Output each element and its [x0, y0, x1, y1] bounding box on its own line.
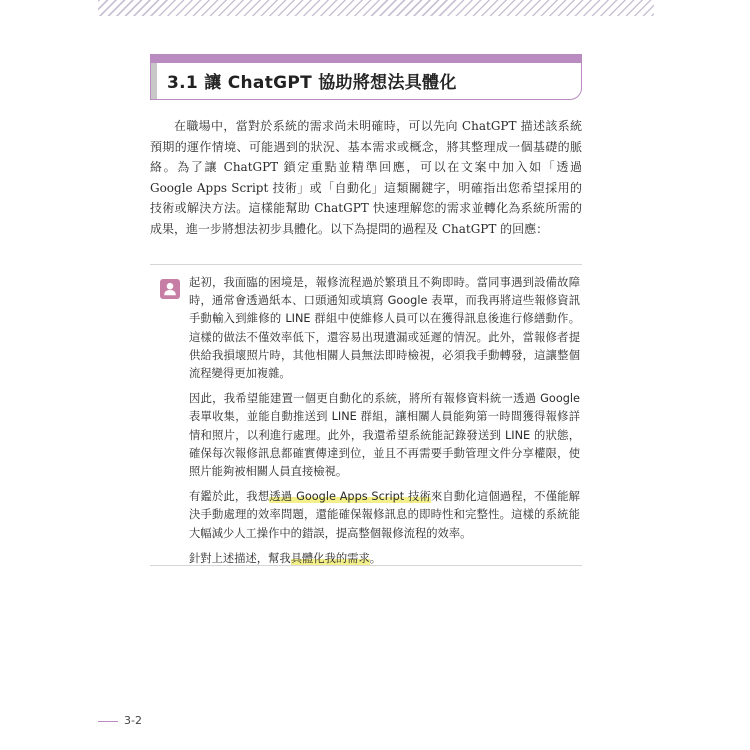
footer-line [98, 721, 118, 722]
prompt-bottom-rule [150, 565, 582, 566]
page-number: 3-2 [124, 714, 142, 727]
user-icon [160, 279, 180, 299]
prompt-top-rule [150, 264, 582, 265]
header-hatch-band [98, 0, 654, 16]
prompt-paragraph-3 [189, 488, 580, 543]
prompt-p3-highlight: 透過 Google Apps Script 技術 [269, 490, 431, 504]
prompt-p3-before: 有鑑於此，我想 [189, 490, 270, 504]
prompt-paragraph-2: 因此，我希望能建置一個更自動化的系統，將所有報修資料統一透過 Google 表單收集，並能自動推送到 LINE 群組，讓相關人員能夠第一時間獲得報修詳情和照片，以利進行處理。此外，我還希望系統能記錄發送到 LINE 的狀態，確保每次報修訊息都確實傳達到位，並且不再需要手動管理文件分享權限，使照片能夠被相關人員直接檢視。 [189, 392, 580, 479]
section-header-accent [151, 63, 157, 99]
section-title: 3.1 讓 ChatGPT 協助將想法具體化 [167, 73, 457, 93]
prompt-p3-after: 來自動化這個過程，不僅能解決手動處理的效率問題，還能確保報修訊息的即時性和完整性。這樣的系統能大幅減少人工操作中的錯誤，提高整個報修流程的效率。 [189, 490, 580, 540]
prompt-p4-after: 。 [369, 551, 382, 565]
prompt-block [189, 274, 580, 575]
intro-paragraph: 在職場中，當對於系統的需求尚未明確時，可以先向 ChatGPT 描述該系統預期的運作情境、可能遇到的狀況、基本需求或概念，將其整理成一個基礎的脈絡。為了讓 ChatGPT 鎖定重點並精準回應，可以在文案中加入如「透過 Google Apps Script 技術」或「自動化」這類關鍵字，明確指出您希望採用的技術或解決方法。這樣能幫助 ChatGPT 快速理解您的需求並轉化為系統所需的成果，進一步將想法初步具體化。以下為提問的過程及 ChatGPT 的回應： [150, 119, 582, 236]
prompt-paragraph-1: 起初，我面臨的困境是，報修流程過於繁瑣且不夠即時。當同事遇到設備故障時，通常會透過紙本、口頭通知或填寫 Google 表單，而我再將這些報修資訊手動輸入到維修的 LINE 群組中使維修人員可以在獲得訊息後進行修繕動作。這樣的做法不僅效率低下，還容易出現遺漏或延遲的情況。此外，當報修者提供給我損壞照片時，其他相關人員無法即時檢視，必須我手動轉發，這讓整個流程變得更加複雜。 [189, 276, 580, 381]
section-header [150, 54, 582, 100]
prompt-p4-highlight: 具體化我的需求 [290, 551, 370, 565]
prompt-p4-before: 針對上述描述，幫我 [189, 551, 291, 565]
